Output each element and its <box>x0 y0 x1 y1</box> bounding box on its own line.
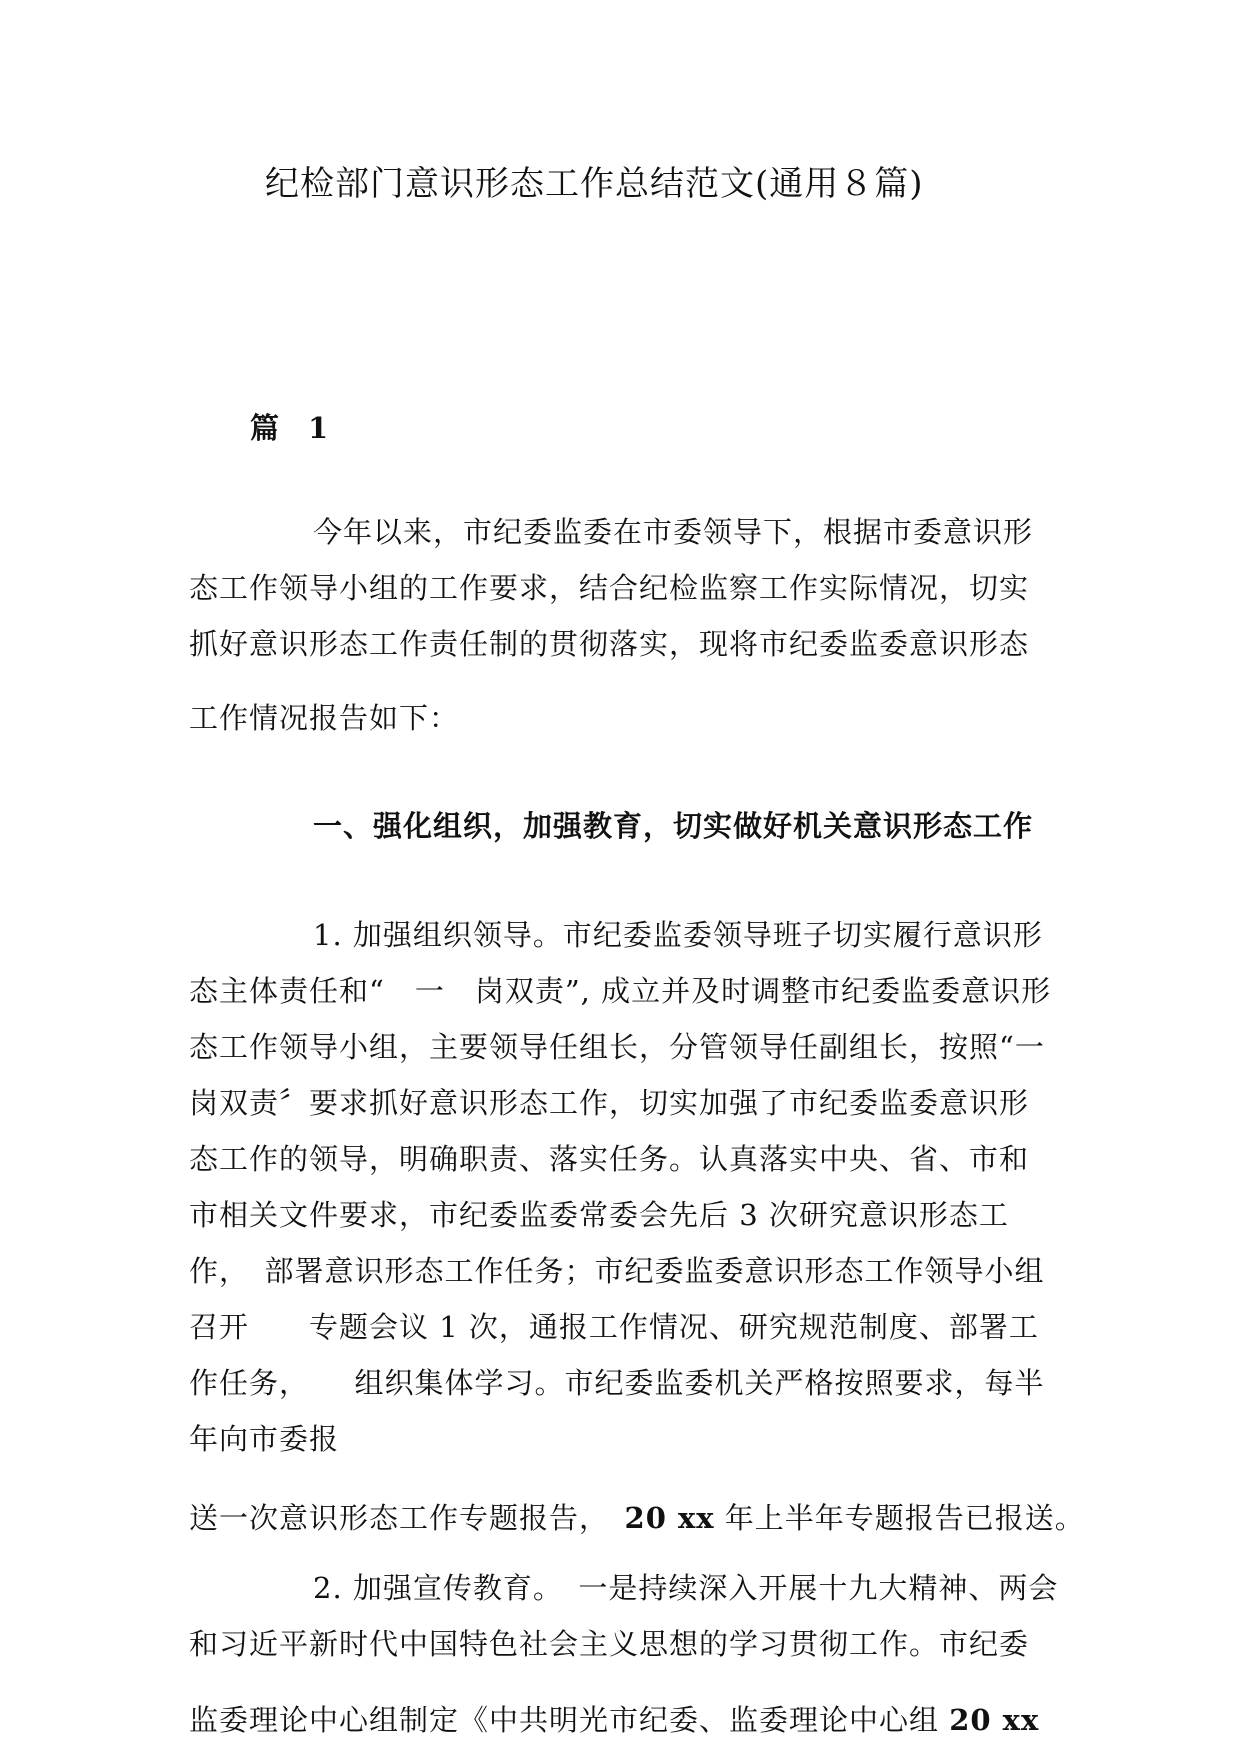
item1-line-1: 1. 加强组织领导。市纪委监委领导班子切实履行意识形 <box>313 918 1043 952</box>
intro-line-1: 今年以来，市纪委监委在市委领导下，根据市委意识形 <box>313 515 1034 549</box>
item1-tail-year: 20 xx <box>624 1501 715 1535</box>
intro-line-3: 抓好意识形态工作责任制的贯彻落实，现将市纪委监委意识形态 <box>189 627 1030 661</box>
intro-line-4: 工作情况报告如下： <box>189 701 460 735</box>
item2-line-3 <box>189 1702 1039 1738</box>
item1-line-7: 作， 部署意识形态工作任务；市纪委监委意识形态工作领导小组 <box>189 1254 1045 1288</box>
item1-tail-suffix: 年上半年专题报告已报送。 <box>714 1501 1085 1535</box>
item2-line-1: 2. 加强宣传教育。 一是持续深入开展十九大精神、两会 <box>313 1571 1059 1605</box>
item1-line-6: 市相关文件要求，市纪委监委常委会先后 3 次研究意识形态工 <box>189 1198 1009 1232</box>
item1-line-9: 作任务， 组织集体学习。市纪委监委机关严格按照要求，每半 <box>189 1366 1045 1400</box>
item1-line-2: 态主体责任和“ 一 岗双责”, 成立并及时调整市纪委监委意识形 <box>189 974 1052 1008</box>
item1-tail-line <box>189 1500 1085 1536</box>
item1-line-3: 态工作领导小组，主要领导任组长，分管领导任副组长，按照“一 <box>189 1030 1045 1064</box>
item1-line-5: 态工作的领导，明确职责、落实任务。认真落实中央、省、市和 <box>189 1142 1030 1176</box>
section-heading: 一、强化组织，加强教育，切实做好机关意识形态工作 <box>313 809 1034 843</box>
document-title: 纪检部门意识形态工作总结范文(通用８篇) <box>265 164 924 204</box>
item1-line-8: 召开 专题会议 1 次，通报工作情况、研究规范制度、部署工 <box>189 1310 1039 1344</box>
item1-tail-prefix: 送一次意识形态工作专题报告， <box>189 1501 625 1535</box>
item1-line-4: 岗双责〞要求抓好意识形态工作，切实加强了市纪委监委意识形 <box>189 1086 1030 1120</box>
intro-line-2: 态工作领导小组的工作要求，结合纪检监察工作实际情况，切实 <box>189 571 1030 605</box>
item2-line-2: 和习近平新时代中国特色社会主义思想的学习贯彻工作。市纪委 <box>189 1627 1030 1661</box>
item1-line-10: 年向市委报 <box>189 1422 340 1456</box>
item2-line-3-text: 监委理论中心组制定《中共明光市纪委、监委理论中心组 <box>189 1703 950 1737</box>
item2-line-3-year: 20 xx <box>949 1703 1040 1737</box>
chapter-label: 篇 1 <box>250 411 329 445</box>
